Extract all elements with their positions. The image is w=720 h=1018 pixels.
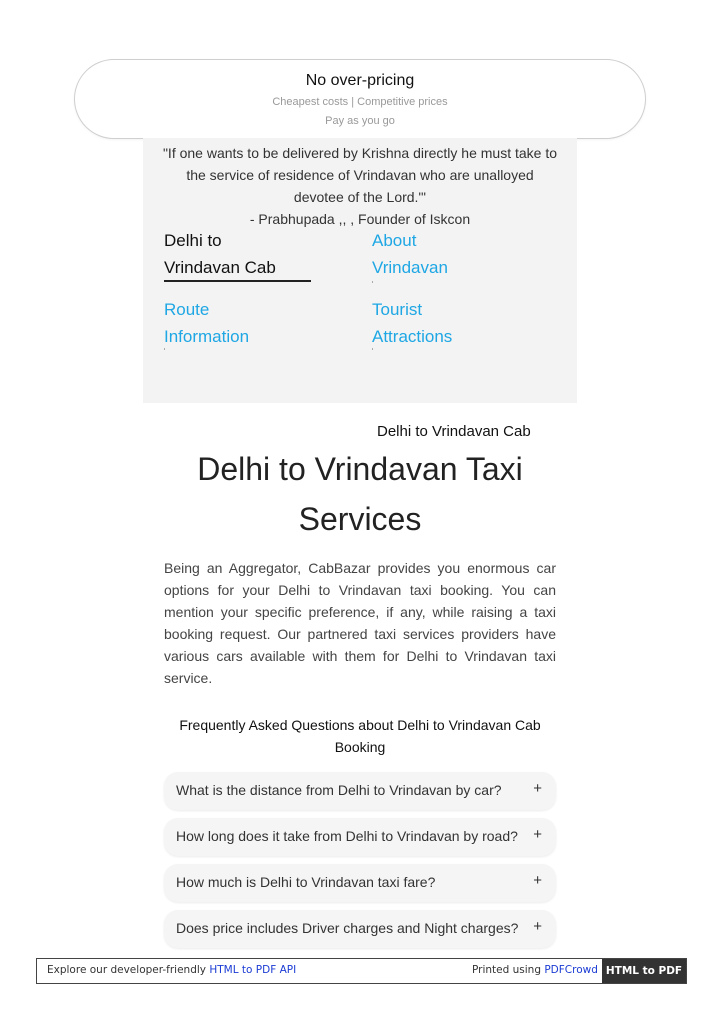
- banner-subtitle: Cheapest costs | Competitive prices: [272, 96, 448, 108]
- faq-question: How long does it take from Delhi to Vrindavan by road?: [176, 828, 518, 844]
- nav-dot: [372, 281, 373, 283]
- nav-delhi-line2: Vrindavan Cab: [164, 258, 276, 277]
- faq-item[interactable]: [164, 910, 556, 948]
- nav-dot: [372, 348, 373, 350]
- page-title-line1: Delhi to Vrindavan Taxi: [197, 451, 523, 487]
- faq-item[interactable]: [164, 818, 556, 856]
- nav-tourist-attractions[interactable]: [372, 296, 452, 350]
- active-tab-underline: [164, 280, 311, 282]
- footer-left: [47, 964, 296, 976]
- quote-attribution: - Prabhupada ,, , Founder of Iskcon: [249, 211, 471, 227]
- banner-tagline: Pay as you go: [325, 115, 395, 127]
- html-to-pdf-api-link[interactable]: HTML to PDF API: [209, 964, 297, 976]
- plus-icon[interactable]: +: [533, 872, 542, 889]
- intro-paragraph: Being an Aggregator, CabBazar provides you enormous car options for your Delhi to Vrindavan taxi booking. You can mention your specific preference, if any, while raising a taxi booking request. Our partnered taxi services providers have various cars available with them for Delhi to Vrindavan taxi service.: [164, 560, 556, 686]
- nav-route-line2: Information: [164, 327, 250, 346]
- quote-block: [160, 142, 560, 230]
- nav-delhi-line1: Delhi to: [164, 231, 222, 250]
- faq-item[interactable]: [164, 772, 556, 810]
- nav-tourist-line1: Tourist: [372, 300, 423, 319]
- nav-tourist-line2: Attractions: [372, 327, 453, 346]
- faq-question: Does price includes Driver charges and Night charges?: [176, 920, 519, 936]
- nav-route-information[interactable]: [164, 296, 249, 350]
- nav-dot: [164, 348, 165, 350]
- footer-mid-text: Printed using: [472, 964, 545, 976]
- pdf-footer-bar: [36, 958, 687, 984]
- nav-delhi-vrindavan-cab[interactable]: [164, 227, 276, 281]
- html-to-pdf-button[interactable]: HTML to PDF: [602, 959, 686, 983]
- plus-icon[interactable]: +: [533, 826, 542, 843]
- plus-icon[interactable]: +: [533, 918, 542, 935]
- pricing-banner: [74, 59, 646, 139]
- footer-middle: [472, 964, 598, 976]
- page-title-line2: Services: [298, 501, 422, 537]
- nav-about-vrindavan[interactable]: [372, 227, 448, 281]
- nav-about-line2: Vrindavan: [372, 258, 448, 277]
- plus-icon[interactable]: +: [533, 780, 542, 797]
- quote-text: "If one wants to be delivered by Krishna directly he must take to the service of residence of Vrindavan who are unalloyed devotee of the Lord."': [162, 145, 558, 205]
- faq-question: What is the distance from Delhi to Vrindavan by car?: [176, 782, 502, 798]
- faq-heading: Frequently Asked Questions about Delhi to Vrindavan Cab Booking: [179, 717, 541, 755]
- banner-title: No over-pricing: [305, 72, 415, 89]
- nav-route-line1: Route: [164, 300, 210, 319]
- pdfcrowd-link[interactable]: PDFCrowd: [544, 964, 598, 976]
- footer-left-text: Explore our developer-friendly: [47, 964, 210, 976]
- faq-question: How much is Delhi to Vrindavan taxi fare?: [176, 874, 436, 890]
- breadcrumb: Delhi to Vrindavan Cab: [377, 423, 531, 440]
- faq-item[interactable]: [164, 864, 556, 902]
- nav-about-line1: About: [372, 231, 417, 250]
- page-title: [160, 445, 560, 543]
